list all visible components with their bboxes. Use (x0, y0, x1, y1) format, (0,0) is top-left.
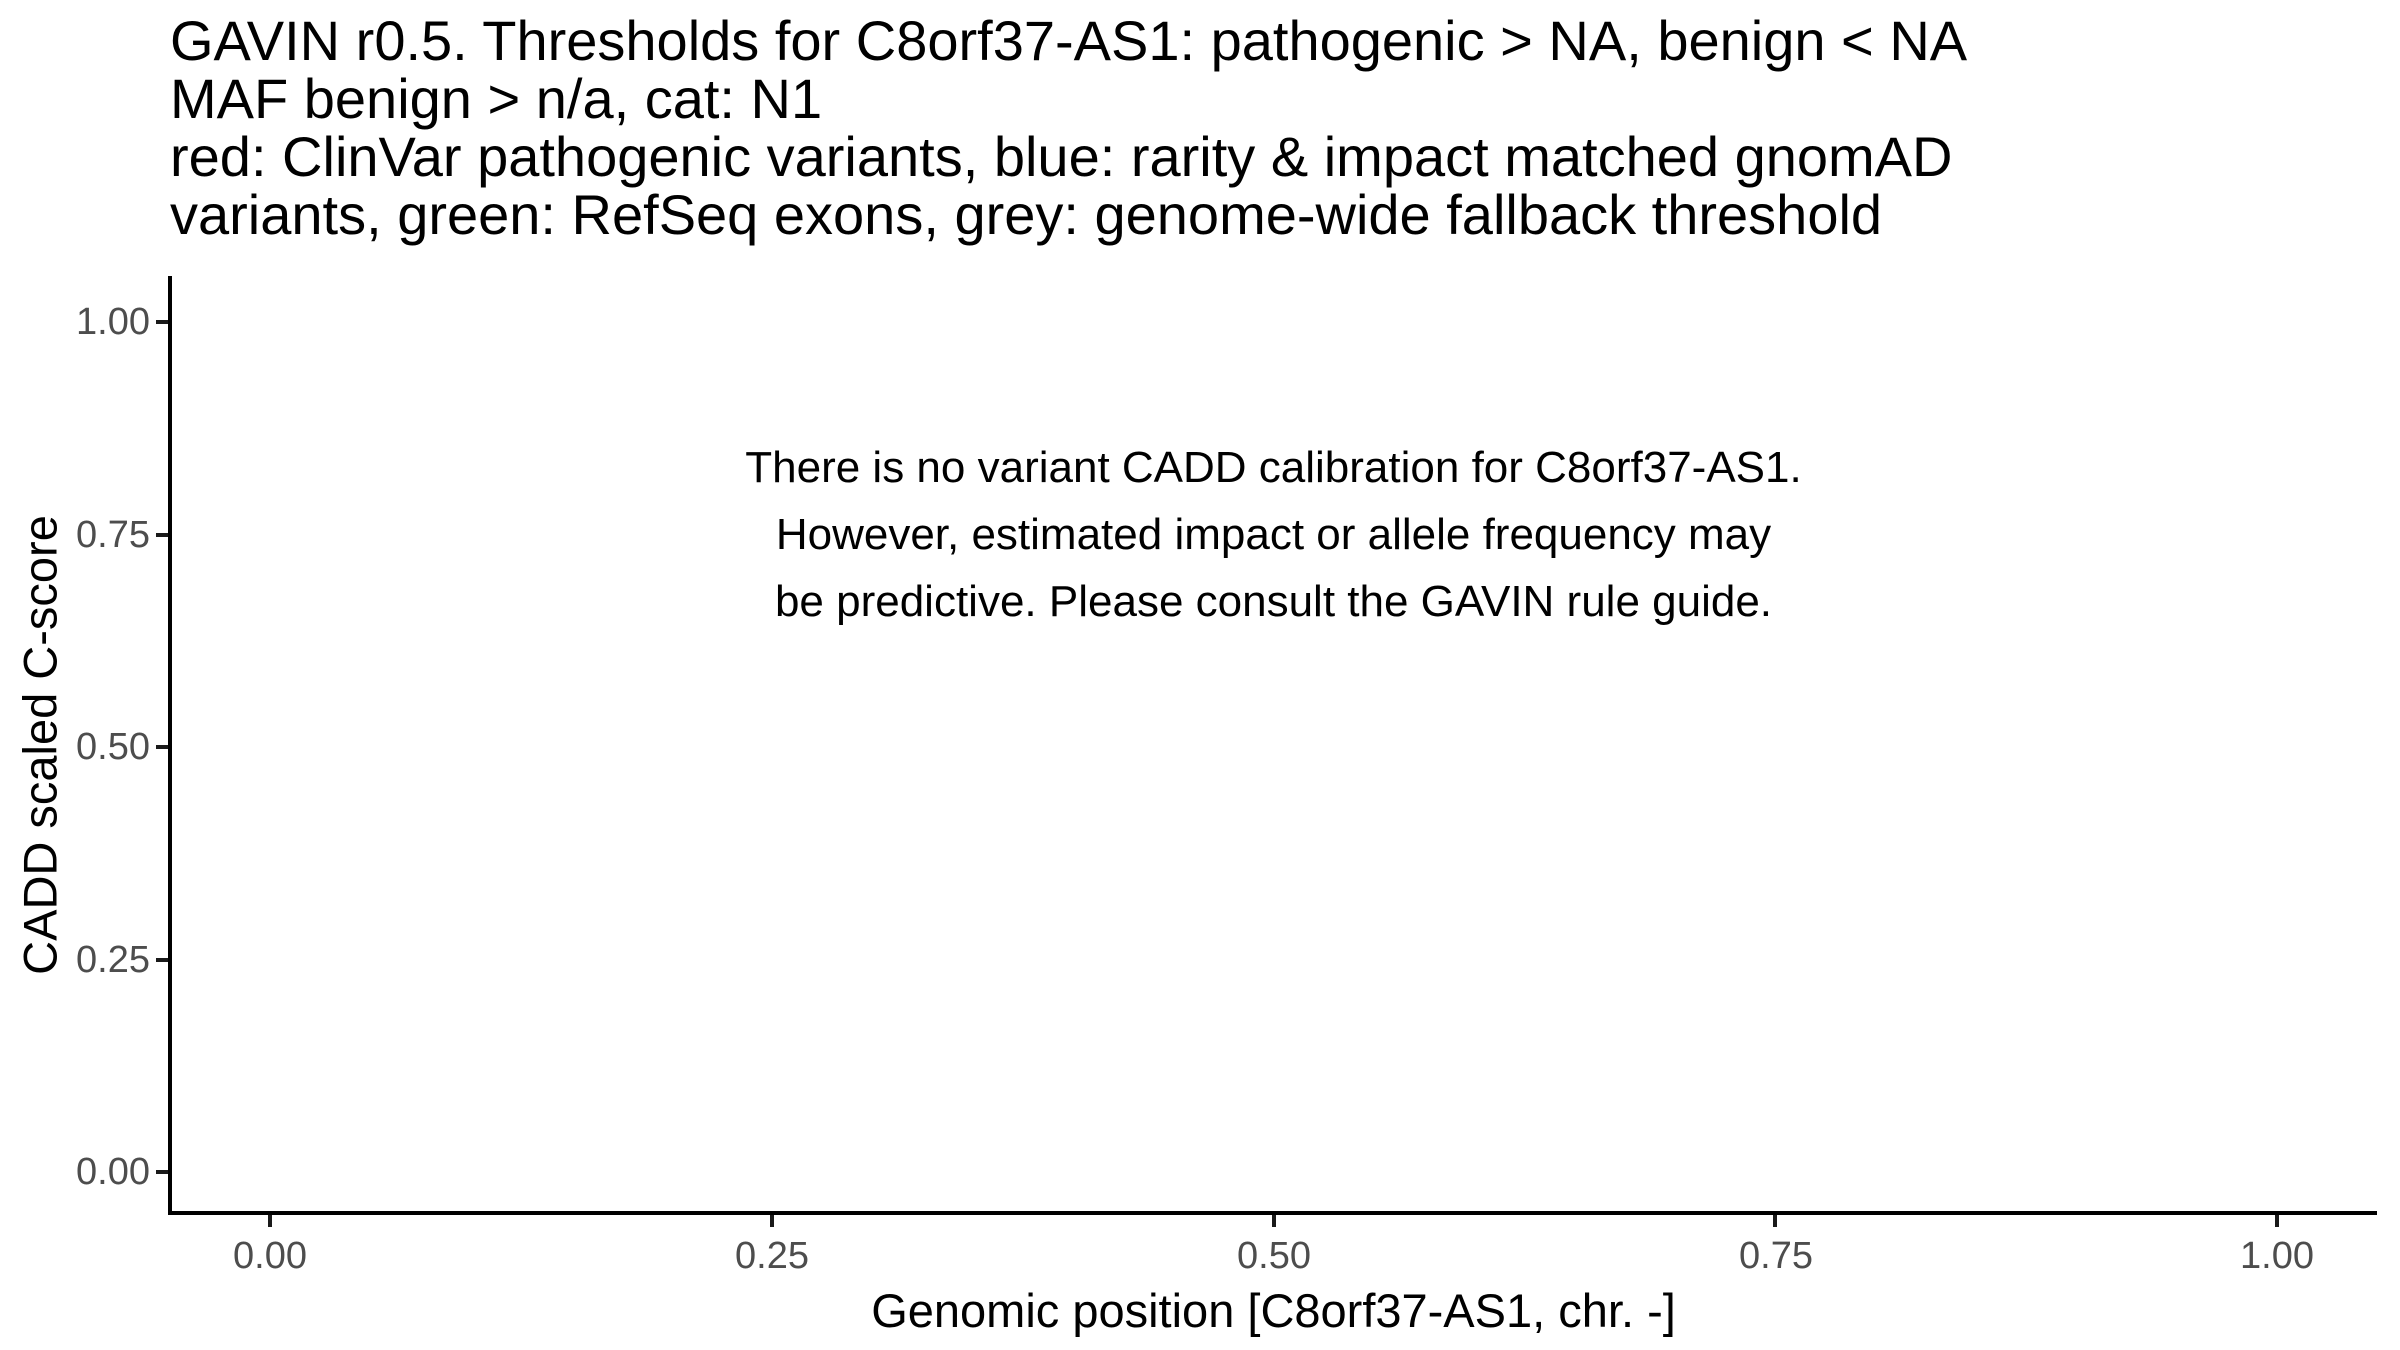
y-tick-label: 1.00 (76, 301, 150, 343)
x-tick-label: 0.00 (233, 1235, 307, 1277)
y-tick-mark (156, 533, 168, 537)
chart-title: GAVIN r0.5. Thresholds for C8orf37-AS1: pathogenic > NA, benign < NA (170, 9, 1968, 72)
y-tick-label: 0.50 (76, 726, 150, 768)
y-tick-mark (156, 958, 168, 962)
y-tick-mark (156, 1170, 168, 1174)
annotation-line-3: be predictive. Please consult the GAVIN rule guide. (774, 577, 1773, 626)
y-tick-mark (156, 745, 168, 749)
y-tick-label: 0.75 (76, 514, 150, 556)
chart-title-block (170, 9, 1968, 246)
x-tick-mark (1272, 1215, 1276, 1227)
y-axis-title: CADD scaled C-score (13, 515, 67, 975)
chart-subtitle-line-2: red: ClinVar pathogenic variants, blue: rarity & impact matched gnomAD (170, 125, 1953, 188)
annotation-line-2: However, estimated impact or allele frequency may (775, 510, 1772, 559)
y-tick-mark (156, 320, 168, 324)
no-calibration-annotation (170, 434, 2377, 635)
y-tick-label: 0.25 (76, 939, 150, 981)
chart-subtitle-line-3: variants, green: RefSeq exons, grey: genome-wide fallback threshold (170, 183, 1883, 246)
y-axis-line (168, 276, 172, 1215)
x-tick-mark (1773, 1215, 1777, 1227)
x-tick-mark (2275, 1215, 2279, 1227)
x-tick-label: 0.50 (1237, 1235, 1311, 1277)
chart-subtitle-line-1: MAF benign > n/a, cat: N1 (170, 67, 823, 130)
x-tick-label: 0.25 (735, 1235, 809, 1277)
x-tick-label: 1.00 (2240, 1235, 2314, 1277)
y-tick-label: 0.00 (76, 1151, 150, 1193)
x-tick-mark (770, 1215, 774, 1227)
annotation-line-1: There is no variant CADD calibration for C8orf37-AS1. (745, 443, 1802, 492)
x-tick-mark (268, 1215, 272, 1227)
x-tick-label: 0.75 (1739, 1235, 1813, 1277)
plot-panel (170, 278, 2377, 1213)
x-axis-title: Genomic position [C8orf37-AS1, chr. -] (871, 1284, 1676, 1337)
